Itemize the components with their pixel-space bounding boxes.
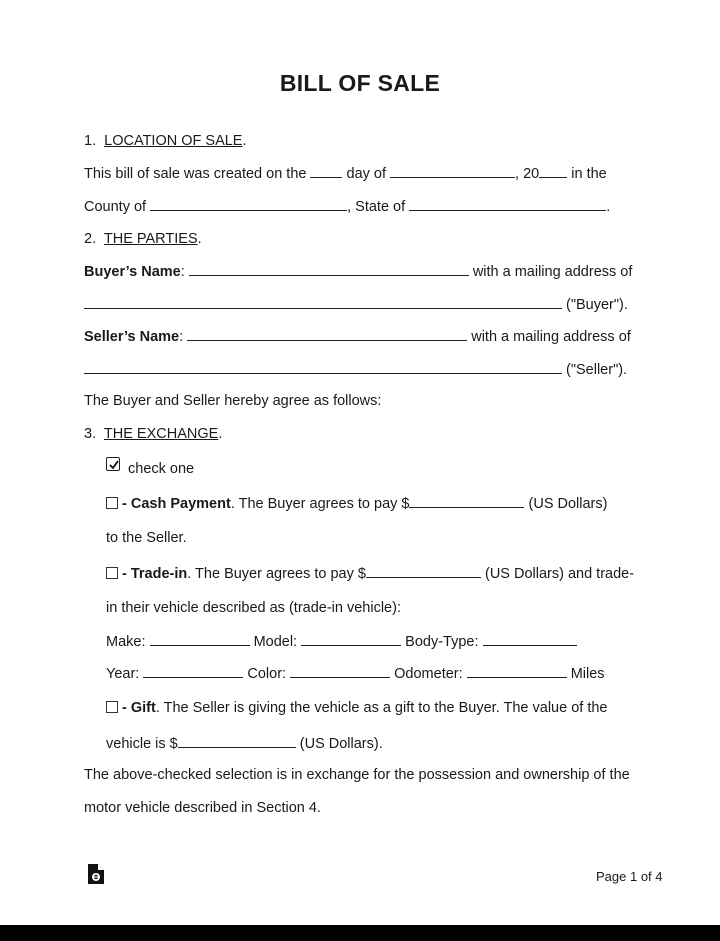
vehicle-details-line-2 [106,664,605,683]
text: with a mailing address of [471,329,631,345]
colon: : [180,264,185,280]
trade-in-checkbox[interactable] [106,567,118,579]
day-field[interactable] [310,164,342,178]
page-number: Page 1 of 4 [596,869,663,884]
check-mark-icon [107,458,121,472]
buyer-name-field[interactable] [189,262,469,276]
gift-value-field[interactable] [178,734,296,748]
trade-in-option [106,564,634,583]
text: with a mailing address of [472,264,633,280]
section-1-heading [84,132,247,150]
text: (US Dollars). [299,736,383,752]
cash-checkbox[interactable] [106,497,118,509]
text: . The Seller is giving the vehicle as a gift to the Buyer. The value of the [155,700,608,716]
cash-payment-option [106,494,607,513]
odometer-field[interactable] [467,664,567,678]
seller-label: Seller’s Name [84,329,180,345]
text: This bill of sale was created on the [84,166,307,182]
buyer-address-field[interactable] [84,295,562,309]
vehicle-year-field[interactable] [143,664,243,678]
seller-name-field[interactable] [187,327,467,341]
body-type-label: Body-Type: [405,634,479,650]
section-number: 2. [84,231,97,247]
color-field[interactable] [290,664,390,678]
option-title: - Cash Payment [122,496,231,512]
seller-address-field[interactable] [84,360,562,374]
county-field[interactable] [150,197,347,211]
text: . [606,199,611,215]
text: County of [84,199,147,215]
gift-checkbox[interactable] [106,701,118,713]
make-label: Make: [106,634,146,650]
miles-label: Miles [570,666,605,682]
location-line [84,197,610,216]
punct: . [197,231,202,247]
cash-amount-field[interactable] [409,494,524,508]
buyer-name-line [84,262,632,281]
text: , 20 [515,166,540,182]
trade-in-line-2: in their vehicle described as (trade-in vehicle): [106,600,401,616]
bottom-bar [0,925,720,941]
buyer-address-line [84,295,628,314]
odometer-label: Odometer: [394,666,463,682]
option-title: - Gift [122,700,156,716]
year-field[interactable] [539,164,567,178]
body-type-field[interactable] [483,632,577,646]
section-number: 3. [84,426,97,442]
closing-line-2: motor vehicle described in Section 4. [84,800,321,816]
gift-option [106,699,607,717]
section-3-heading [84,425,222,443]
text: day of [346,166,387,182]
text: (US Dollars) and trade- [484,566,635,582]
section-2-heading [84,230,202,248]
model-label: Model: [253,634,298,650]
gift-line-2 [106,734,383,753]
text: . The Buyer agrees to pay $ [187,566,366,582]
punct: . [218,426,223,442]
text: vehicle is $ [106,736,178,752]
month-field[interactable] [390,164,515,178]
buyer-label: Buyer’s Name [84,264,181,280]
section-number: 1. [84,133,97,149]
text: ("Seller"). [566,362,628,378]
section-title: THE PARTIES [103,231,198,247]
section-title: THE EXCHANGE [103,426,219,442]
sale-date-line [84,164,607,183]
color-label: Color: [247,666,287,682]
document-title: BILL OF SALE [279,70,441,96]
punct: . [242,133,247,149]
seller-address-line [84,360,627,379]
text: (US Dollars) [528,496,608,512]
text: , State of [347,199,406,215]
colon: : [179,329,184,345]
model-field[interactable] [301,632,401,646]
text: ("Buyer"). [566,297,628,313]
closing-line-1: The above-checked selection is in exchange for the possession and ownership of the [84,767,630,783]
section-title: LOCATION OF SALE [104,133,243,149]
option-title: - Trade-in [122,566,188,582]
agreement-line: The Buyer and Seller hereby agree as follows: [84,393,382,409]
checked-checkbox-icon [106,457,120,471]
seller-name-line [84,327,631,346]
vehicle-details-line-1 [106,632,577,651]
trade-amount-field[interactable] [366,564,481,578]
year-label: Year: [106,666,140,682]
make-field[interactable] [150,632,250,646]
text: in the [571,166,607,182]
cash-line-2: to the Seller. [106,530,187,546]
check-one-label: check one [128,461,195,477]
state-field[interactable] [409,197,606,211]
document-logo-icon [88,864,104,884]
text: . The Buyer agrees to pay $ [230,496,410,512]
